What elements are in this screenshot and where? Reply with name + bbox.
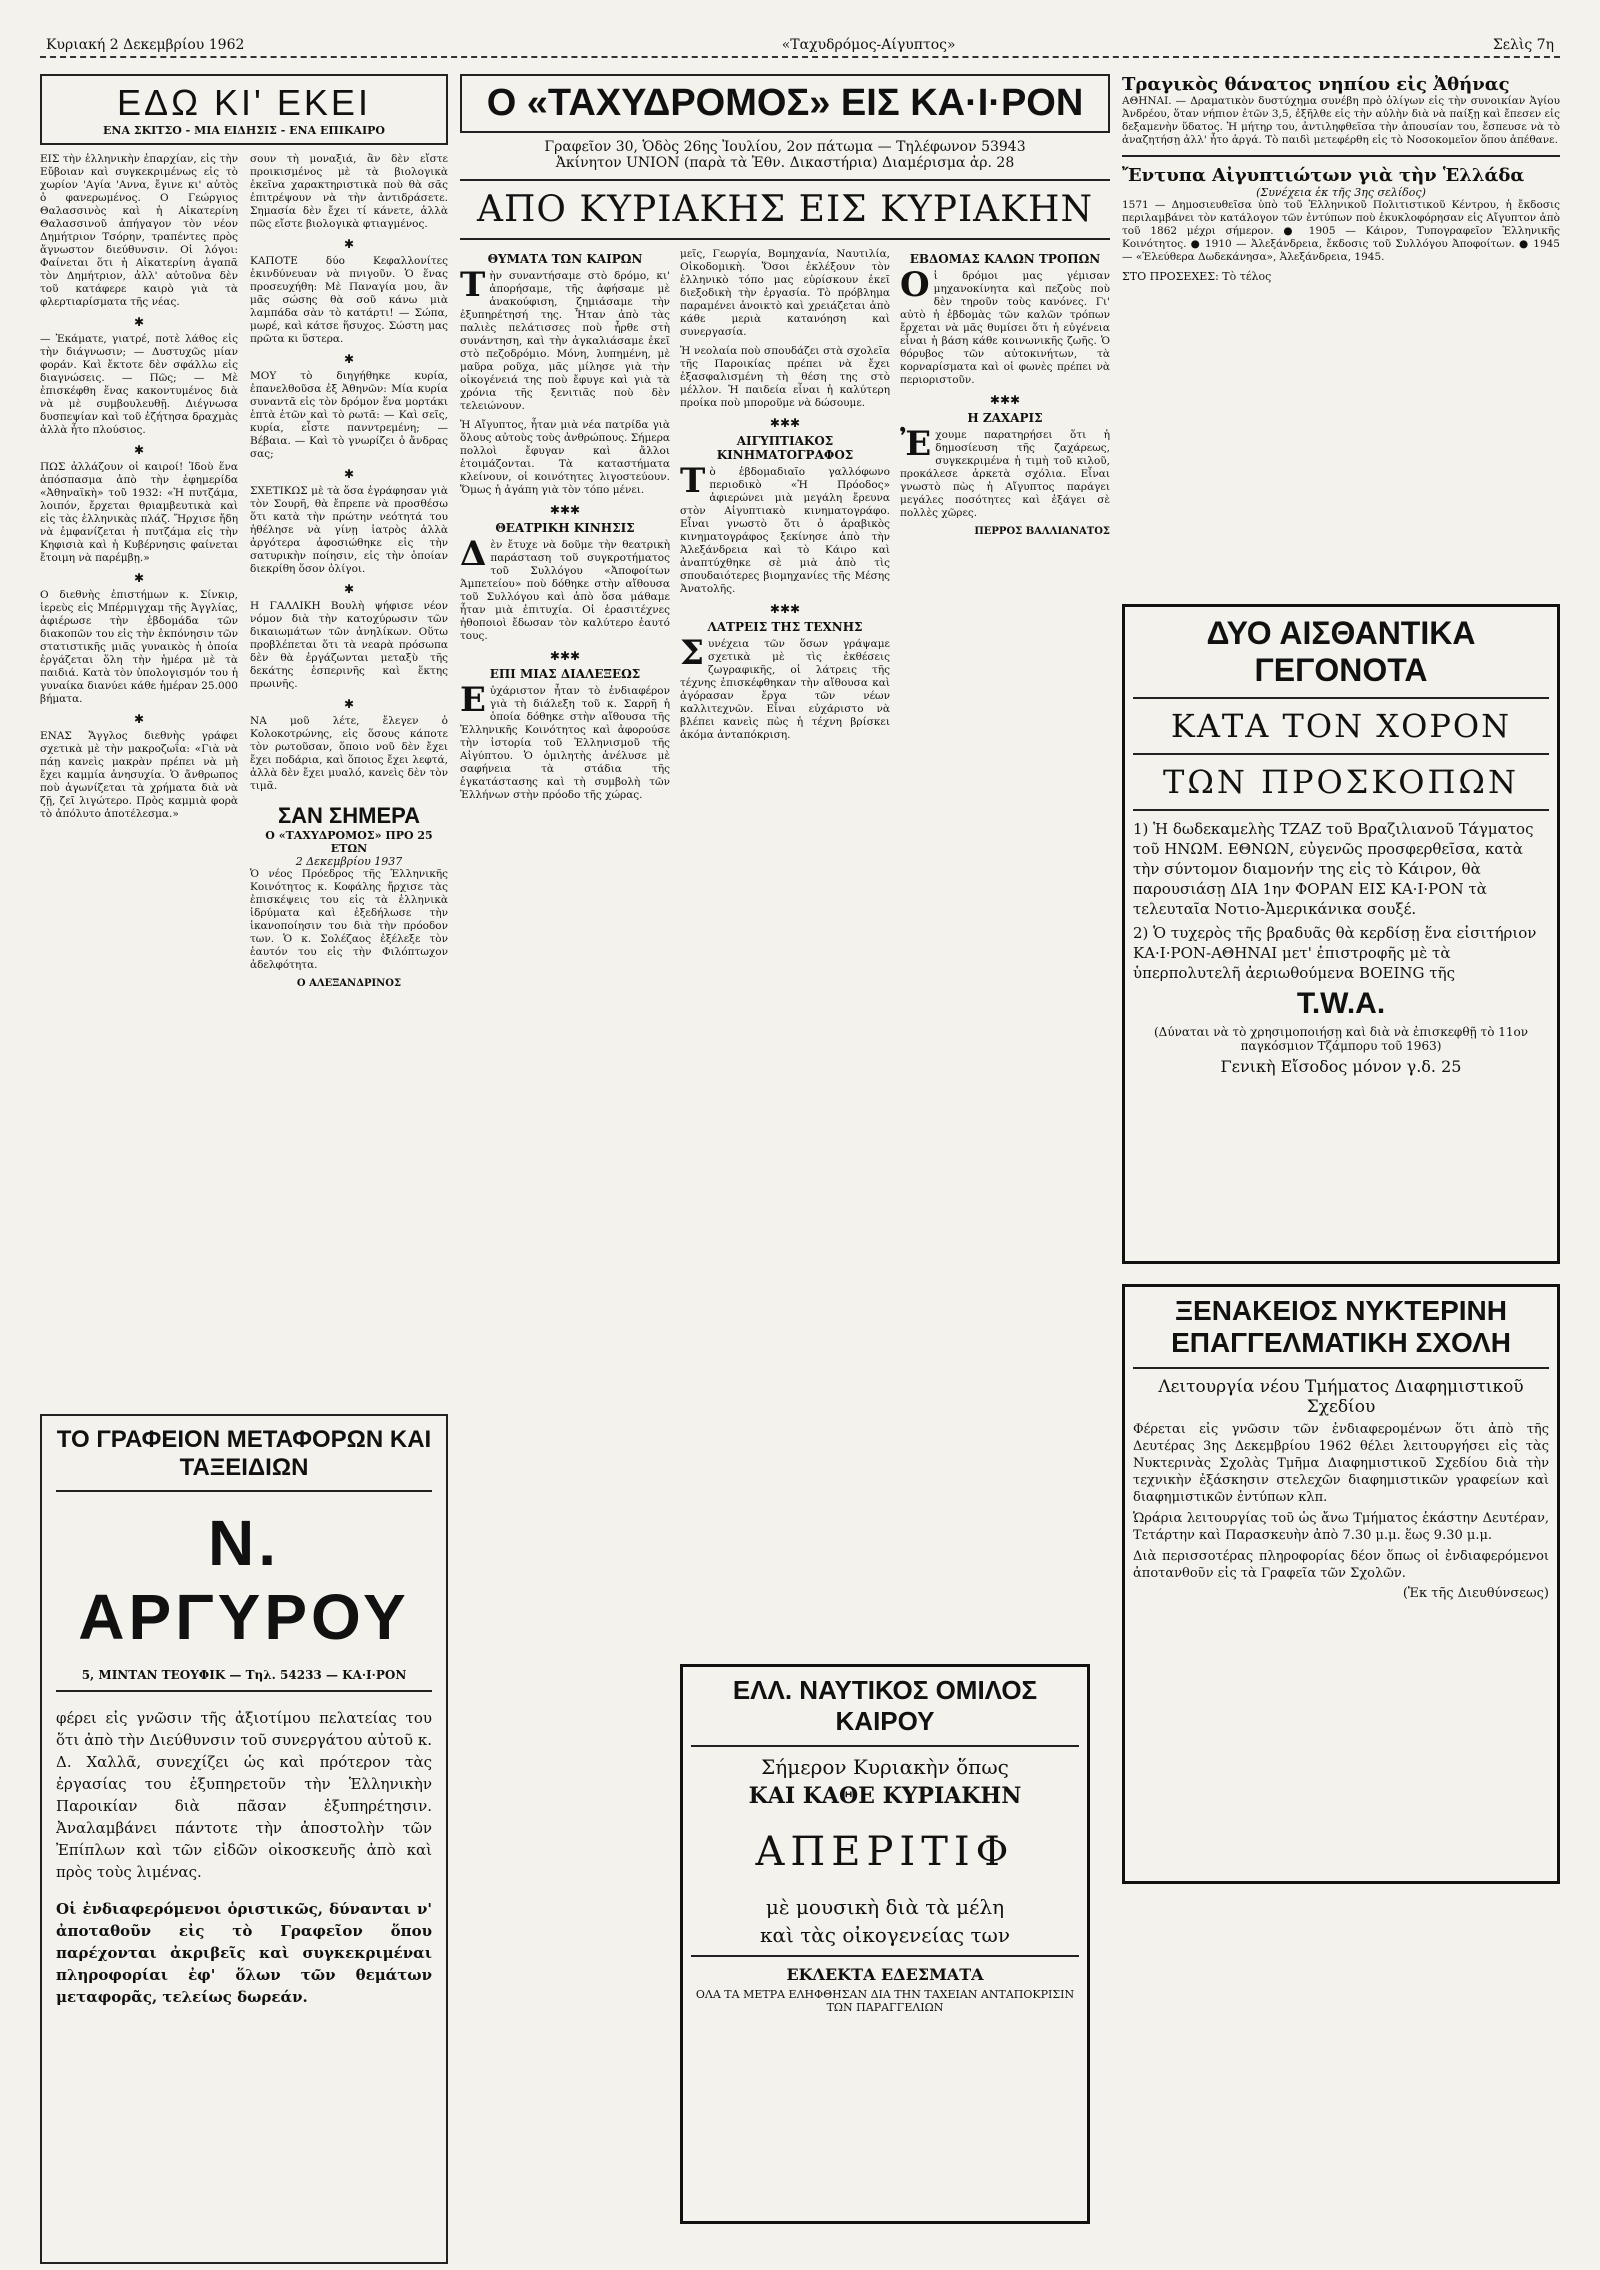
- story-lady: ΜΟΥ τὸ διηγήθηκε κυρία, ἐπανελθοῦσα ἐξ Ἀθηνῶν: Μία κυρία συναντᾶ εἰς τὸν δρόμον ἕνα μορτάκι ἑπτὰ ἐτῶν καὶ τὸ ρωτᾶ: — Καὶ σεῖς, κυρία, εἶστε πανντρεμένη; — Βέβαια. — Καὶ τὸ γνωρίζει ὁ ἄνδρας σας;: [250, 370, 448, 460]
- ad-divider: [1133, 809, 1549, 811]
- banner-title: Ο «ΤΑΧΥΔΡΟΜΟΣ» ΕΙΣ ΚΑ·Ι·ΡΟΝ: [486, 82, 1084, 124]
- scouts-ad-title: ΔΥΟ ΑΙΣΘΑΝΤΙΚΑ ΓΕΓΟΝΟΤΑ: [1206, 615, 1476, 688]
- separator-icon: ✱: [133, 443, 145, 457]
- article-text: Τὴν συναντήσαμε στὸ δρόμο, κι' ἀπορήσαμε, τῆς ἀφήσαμε μὲ ἀνακούφιση, ζημιάσαμε τὴν ἐξυπηρέτησή της. Ἦταν ἀπὸ τὰς παλιὲς πελάτισσες ποὺ ἦρθε στὴ συνάντηση, καὶ τὴν ἀγκαλιάσαμε ἐκεῖ στὸ πεζοδρόμιο. Μόνη, λυπημένη, μὲ μαῦρα ροῦχα, μᾶς μίλησε γιὰ τὴν οἰκογένειά της ποὺ ἔφυγε καὶ γιὰ τὰ χρόνια τῆς ξενιτιᾶς ποὺ δὲν τελειώνουν.: [460, 265, 670, 412]
- ad-divider: [56, 1690, 432, 1692]
- today-subtitle: Ο «ΤΑΧΥΔΡΟΜΟΣ» ΠΡΟ 25 ΕΤΩΝ: [265, 829, 433, 855]
- argyrou-ad-text2: Οἱ ἐνδιαφερόμενοι ὁριστικῶς, δύνανται ν' ἀποταθοῦν εἰς τὸ Γραφεῖον ὅπου παρέχονται ἀκριβεῖς καὶ συγκεκριμέναι πληροφορίαι ἐφ' ὅλων τῶν θεμάτων μεταφορᾶς, τελείως δωρεάν.: [56, 1900, 432, 2006]
- article-heading: ΛΑΤΡΕΙΣ ΤΗΣ ΤΕΧΝΗΣ: [707, 620, 863, 634]
- separator-icon: ✱: [343, 467, 355, 481]
- center-subcolumn-c: [900, 248, 1110, 808]
- ad-divider: [691, 1745, 1079, 1747]
- prints-continuation: (Συνέχεια ἐκ τῆς 3ης σελίδος): [1256, 186, 1426, 199]
- argyrou-ad-name: Ν. ΑΡΓΥΡΟΥ: [78, 1507, 410, 1653]
- separator-icon: ✱: [133, 315, 145, 329]
- argyrou-ad-address: 5, ΜΙΝΤΑΝ ΤΕΟΥΦΙΚ — Τηλ. 54233 — ΚΑ·Ι·ΡΟΝ: [81, 1668, 407, 1682]
- right-column: [1122, 74, 1560, 2264]
- center-subcolumns: [460, 248, 1110, 808]
- prints-story: 1571 — Δημοσιευθεῖσα ὑπὸ τοῦ Ἑλληνικοῦ Πολιτιστικοῦ Κέντρου, ἡ ἔκδοσις περιλαμβάνει τὸν κατάλογον τῶν ἐντύπων ποὺ ἐκυκλοφόρησαν εἰς Αἴγυπτον ἀπὸ τοῦ 1862 μέχρι σήμερον. ● 1905 — Κάιρον, Τυπογραφεῖον Ἑλληνικῆς Κοινότητος. ● 1910 — Ἀλεξάνδρεια, ἔκδοσις τοῦ Συλλόγου Ἀποφοίτων. ● 1945 — «Ἐλεύθερα Δωδεκάνησα», Ἀλεξάνδρεια, 1945.: [1122, 199, 1560, 263]
- office-address-2: Ἀκίνητον UNION (παρὰ τὰ Ἐθν. Δικαστήρια) Διαμέρισμα ἀρ. 28: [555, 155, 1015, 171]
- article-text: Συνέχεια τῶν ὅσων γράψαμε σχετικὰ μὲ τὶς ἐκθέσεις ζωγραφικῆς, οἱ λάτρεις τῆς τέχνης ἐπισκέφθηκαν τὴν αἴθουσα καὶ ἀγόρασαν ἔργα τῶν νέων καλλιτεχνῶν. Εἶναι εὐχάριστο νὰ βλέπει κανεὶς πὼς ἡ τέχνη βρίσκει ἀκόμα ἀνταπόκριση.: [680, 633, 890, 741]
- naval-ad-line5: καὶ τὰς οἰκογενείας των: [759, 1923, 1011, 1947]
- story-statistics: Ο διεθνὴς ἐπιστήμων κ. Σίνκιρ, ἱερεὺς εἰς Μπέρμιγχαμ τῆς Ἀγγλίας, ἀφιέρωσε τὴν ἑβδομάδα τῶν διακοπῶν του εἰς τὴν ἐκπόνησιν τῶν στατιστικῆς μιᾶς γυναικὸς ἡ ὁποία ἐργάζεται ὅλη τὴν ἡμέρα μὲ τὰ παιδιά. Κατὰ τὸν ὑπολογισμόν του ἡ γυναίκα διανύει κάθε ἡμέραν 25.000 βήματα.: [40, 589, 238, 705]
- section-divider: [460, 179, 1110, 181]
- ad-divider: [1133, 1367, 1549, 1369]
- school-ad-sign: (Ἐκ τῆς Διευθύνσεως): [1402, 1586, 1549, 1601]
- article-heading: ΕΒΔΟΜΑΣ ΚΑΛΩΝ ΤΡΟΠΩΝ: [909, 252, 1101, 266]
- article-text: Ἐχουμε παρατηρήσει ὅτι ἡ δημοσίευση τῆς ζαχάρεως, συγκεκριμένα ἡ τιμὴ τοῦ κιλοῦ, προκάλεσε ἀρκετὰ σχόλια. Εἶναι γνωστὸ πὼς ἡ Αἴγυπτος παράγει μεγάλες ποσότητες καὶ ἐξάγει σὲ πολλὲς χῶρες.: [900, 424, 1110, 519]
- ad-divider: [56, 1490, 432, 1492]
- scouts-ad-item2: 2) Ὁ τυχερὸς τῆς βραδυᾶς θὰ κερδίσῃ ἕνα εἰσιτήριον ΚΑ·Ι·ΡΟΝ-ΑΘΗΝΑΙ μετ' ἐπιστροφῆς μὲ τὰ ὑπερπολυτελῆ ἀεριωθούμενα BOEING τῆς: [1133, 924, 1537, 982]
- separator-icon: ✱: [343, 237, 355, 251]
- ad-divider: [1133, 753, 1549, 755]
- naval-ad-line4: μὲ μουσικὴ διὰ τὰ μέλη: [765, 1895, 1005, 1919]
- naval-ad-line6: ΕΚΛΕΚΤΑ ΕΔΕΣΜΑΤΑ: [786, 1965, 984, 1984]
- today-text: Ὁ νέος Πρόεδρος τῆς Ἑλληνικῆς Κοινότητος κ. Κοφάλης ἤρχισε τὰς ἐπισκέψεις του εἰς τὰ ἑλληνικὰ ἱδρύματα καὶ ἐξεδήλωσε τὴν ἱκανοποίησιν του διὰ τὴν πρόοδον των. Ὁ κ. Σολέζαος ἐξέλεξε τὸν ἑαυτόν του εἰς τὴν Φιλόπτωχον ἀδελφότητα.: [250, 868, 448, 971]
- left-column: [40, 74, 448, 1404]
- left-subcolumns: [40, 153, 448, 989]
- story-pyjama: ΠΩΣ ἀλλάζουν οἱ καιροί! Ἰδοὺ ἕνα ἀπόσπασμα ἀπὸ τὴν ἐφημερίδα «Ἀθηναϊκὴ» τοῦ 1932: «Ἡ πυτζάμα, λοιπόν, ἔρχεται θριαμβευτικὰ καὶ εἰς τὰς ἑλληνικὰς πλάζ. Ἤρχισε ἤδη νὰ ἐμφανίζεται ἡ πυτζάμα εἰς τὴν Κηφισιὰ καὶ ἡ Κυβέρνησις φαίνεται ἔτοιμη νὰ παρέμβῃ.»: [40, 461, 238, 564]
- newspaper-page: [40, 34, 1560, 2244]
- story-souris: ΣΧΕΤΙΚΩΣ μὲ τὰ ὅσα ἐγράφησαν γιὰ τὸν Σουρῆ, θὰ ἔπρεπε νὰ προσθέσω ὅτι κατὰ τὴν πρώτην νεότητά του ἠθέλησε νὰ γίνῃ ἰατρὸς ἀλλὰ ἀργότερα ἀφοσιώθηκε εἰς τὴν σατυρικὴν ποίησιν, εἰς τὴν ὁποίαν διεκρίθη ὅσον ὀλίγοι.: [250, 485, 448, 575]
- school-ad-title2: ΕΠΑΓΓΕΛΜΑΤΙΚΗ ΣΧΟΛΗ: [1171, 1327, 1511, 1358]
- separator-icon: ✱: [343, 697, 355, 711]
- section-divider: [1122, 155, 1560, 157]
- section-title: ΑΠΟ ΚΥΡΙΑΚΗΣ ΕΙΣ ΚΥΡΙΑΚΗΝ: [477, 189, 1093, 230]
- scouts-dance-ad: [1122, 604, 1560, 1264]
- center-subcolumn-b: [680, 248, 890, 808]
- article-heading: ΘΥΜΑΤΑ ΤΩΝ ΚΑΙΡΩΝ: [487, 252, 643, 266]
- naval-ad-line3: ΑΠΕΡΙΤΙΦ: [755, 1829, 1015, 1875]
- today-date: 2 Δεκεμβρίου 1937: [295, 855, 403, 868]
- separator-icon: ✱✱✱: [769, 416, 801, 430]
- athens-story: ΑΘΗΝΑΙ. — Δραματικὸν δυστύχημα συνέβη πρὸ ὀλίγων εἰς τὴν συνοικίαν Ἀγίου Ἀνδρέου, ὅταν νήπιον ἐτῶν 3,5, ἐξῆλθε εἰς τὴν αὐλὴν διὰ νὰ παίξῃ καὶ ἔπεσεν εἰς δεξαμενὴν ὕδατος. Ἡ μήτηρ του, ἀντιληφθεῖσα τὴν ἀπουσίαν του, ἔσπευσε νὰ τὸ ἀναζητήσῃ ἀλλ' ἦτο ἀργά. Τὸ παιδὶ μετεφέρθη εἰς τὸ Νοσοκομεῖον ὅπου ἀπέθανε.: [1122, 95, 1560, 146]
- prints-headline: Ἔντυπα Αἰγυπτιώτων γιὰ τὴν Ἑλλάδα: [1122, 165, 1525, 186]
- separator-icon: ✱✱✱: [769, 602, 801, 616]
- article-text: Δὲν ἔτυχε νὰ δοῦμε τὴν θεατρικὴ παράσταση τοῦ συγκροτήματος τοῦ Συλλόγου «Ἀποφοίτων Ἀμπετείου» ποὺ δόθηκε στὴν αἴθουσα τοῦ Συλλόγου καὶ ἀπὸ ὅσα μάθαμε ἦταν μιὰ ἐπιτυχία. Οἱ ἐρασιτέχνες ἠθοποιοὶ ἔδωσαν τὸν καλύτερο ἑαυτό τους.: [460, 534, 670, 642]
- article-heading: ΑΙΓΥΠΤΙΑΚΟΣ ΚΙΝΗΜΑΤΟΓΡΑΦΟΣ: [716, 434, 854, 462]
- column-subtitle: ΕΝΑ ΣΚΙΤΣΟ - ΜΙΑ ΕΙΔΗΣΙΣ - ΕΝΑ ΕΠΙΚΑΙΡΟ: [103, 124, 385, 137]
- separator-icon: ✱✱✱: [549, 503, 581, 517]
- article-text: Οἱ δρόμοι μας γέμισαν μηχανοκίνητα καὶ πεζοὺς ποὺ δὲν τηροῦν τοὺς κανόνες. Γι' αὐτὸ ἡ ἑβδομὰς τῶν καλῶν τρόπων ἔρχεται νὰ μᾶς θυμίσει ὅτι ἡ εὐγένεια εἶναι ἡ βάση κάθε κοινωνικῆς ζωῆς. Ὁ θόρυβος τῶν αὐτοκινήτων, τὰ κορναρίσματα καὶ οἱ φωνὲς πρέπει νὰ περιοριστοῦν.: [900, 265, 1110, 386]
- column-title: ΕΔΩ ΚΙ' ΕΚΕΙ: [117, 82, 371, 123]
- naval-ad-line1: Σήμερον Κυριακὴν ὅπως: [761, 1755, 1009, 1779]
- scouts-ad-item1: 1) Ἡ δωδεκαμελὴς ΤΖΑΖ τοῦ Βραζιλιανοῦ Τάγματος τοῦ ΗΝΩΜ. ΕΘΝΩΝ, εὐγενῶς προσφερθεῖσα, κατὰ τὴν σύντομον διαμονήν της εἰς τὸ Κάιρον, θὰ παρουσιάσῃ ΔΙΑ 1ην ΦΟΡΑΝ ΕΙΣ ΚΑ·Ι·ΡΟΝ τὰ τελευταῖα Νοτιο-Ἀμερικάνικα σουξέ.: [1133, 820, 1534, 918]
- scouts-ad-entry: Γενικὴ Εἴσοδος μόνον γ.δ. 25: [1220, 1057, 1462, 1076]
- separator-icon: ✱: [133, 571, 145, 585]
- story-doctor: — Ἐκάματε, γιατρέ, ποτὲ λάθος εἰς τὴν διάγνωσιν; — Δυστυχῶς μίαν φοράν. Καὶ ἔκτοτε δὲν σφάλλω εἰς διαγνώσεις. — Πῶς; — Μὲ ἐπισκέφθη ἕνας κακοντυμένος διὰ νὰ μὲ συμβουλευθῇ. Διέγνωσα δυσπεψίαν καὶ τοῦ ἐζήτησα δραχμὰς ἀλλὰ ἦτο πλούσιος.: [40, 333, 238, 436]
- naval-club-ad: [680, 1664, 1090, 2224]
- article-text: Εὐχάριστον ἦταν τὸ ἐνδιαφέρον γιὰ τὴ διάλεξη τοῦ κ. Σαρρῆ ἡ ὁποία δόθηκε στὴν αἴθουσα τῆς Ἑλληνικῆς Κοινότητος καὶ ἀφορούσε τὴν ἱστορία τοῦ Ἑλληνισμοῦ τῆς Αἰγύπτου. Ὁ ὁμιλητὴς ἀνέλυσε μὲ σαφήνεια τὰ στάδια τῆς ἐγκατάστασης καὶ τὴ συμβολὴ τῶν Ἑλλήνων στὴν πρόοδο τῆς χώρας.: [460, 680, 670, 801]
- page-header: [40, 34, 1560, 58]
- separator-icon: ✱✱✱: [989, 393, 1021, 407]
- argyrou-ad-text1: φέρει εἰς γνῶσιν τῆς ἀξιοτίμου πελατείας του ὅτι ἀπὸ τὴν Διεύθυνσιν τοῦ συνεργάτου αὐτοῦ κ. Δ. Χαλλᾶ, συνεχίζει ὡς καὶ πρότερον τὰς ἐργασίας του ἐξυπηρετοῦν τὴν Ἑλληνικὴν Παροικίαν διὰ πᾶσαν ἐξυπηρέτησιν. Ἀναλαμβάνει πάντοτε τὴν ἀποστολὴν τῶν Ἐπίπλων καὶ τῶν εἰδῶν οἰκοσκευῆς ἀπὸ καὶ πρὸς τοὺς λιμένας.: [56, 1709, 432, 1881]
- school-ad-text: Φέρεται εἰς γνῶσιν τῶν ἐνδιαφερομένων ὅτι ἀπὸ τῆς Δευτέρας 3ης Δεκεμβρίου 1962 θέλει λειτουργήσει εἰς τὰς Νυκτερινὰς Σχολὰς Τμῆμα Διαφημιστικοῦ Σχεδίου διὰ τὴν τεχνικὴν ἐξάσκησιν στελεχῶν διαφημιστικῶν γραφείων καὶ διαφημιστικῶν ἐντύπων κλπ.: [1133, 1422, 1549, 1505]
- center-subcolumn-a: [460, 248, 670, 808]
- school-ad-info: Διὰ περισσοτέρας πληροφορίας δέον ὅπως οἱ ἐνδιαφερόμενοι ἀποτανθοῦν εἰς τὰ Γραφεῖα τῶν Σχολῶν.: [1133, 1549, 1549, 1581]
- argyrou-ad: [40, 1414, 448, 2264]
- school-ad-title1: ΞΕΝΑΚΕΙΟΣ ΝΥΚΤΕΡΙΝΗ: [1175, 1295, 1507, 1326]
- article-text: Ἡ νεολαία ποὺ σπουδάζει στὰ σχολεῖα τῆς Παροικίας πρέπει νὰ ἔχει ἐξασφαλισμένη τὴ θέση της στὸ μέλλον. Ἡ παιδεία εἶναι ἡ καλύτερη προίκα ποὺ μποροῦμε νὰ δώσουμε.: [680, 345, 890, 409]
- left-subcolumn-b: [250, 153, 448, 989]
- scouts-ad-sub2: ΤΩΝ ΠΡΟΣΚΟΠΩΝ: [1163, 763, 1519, 801]
- ad-divider: [1133, 697, 1549, 699]
- today-title: ΣΑΝ ΣΗΜΕΡΑ: [277, 803, 421, 828]
- article-heading: ΕΠΙ ΜΙΑΣ ΔΙΑΛΕΞΕΩΣ: [489, 667, 641, 681]
- header-date: Κυριακή 2 Δεκεμβρίου 1962: [40, 37, 250, 53]
- naval-ad-line7: ΟΛΑ ΤΑ ΜΕΤΡΑ ΕΛΗΦΘΗΣΑΝ ΔΙΑ ΤΗΝ ΤΑΧΕΙΑΝ ΑΝΤΑΠΟΚΡΙΣΙΝ ΤΩΝ ΠΑΡΑΓΓΕΛΙΩΝ: [695, 1988, 1075, 2014]
- story-longevity: ΕΝΑΣ Ἄγγλος διεθνὴς γράφει σχετικὰ μὲ τὴν μακροζωΐα: «Γιὰ νὰ πάῃ κανεὶς μακρὰν πρέπει νὰ μὴ ἔχει καμμία ἀνησυχία. Ὁ ἄνθρωπος ποὺ ἀγωνίζεται τὰ χρήματα διὰ νὰ ζῇ, ζεῖ λιγώτερο. Πρὸς καμμιὰ φορὰ τὸ ἀπόλυτο ἀποτέλεσμα.»: [40, 730, 238, 820]
- article-signature: ΠΕΡΡΟΣ ΒΑΛΛΙΑΝΑΤΟΣ: [974, 526, 1110, 537]
- edo-ki-ekei-box: [40, 74, 448, 145]
- argyrou-ad-line1: ΤΟ ΓΡΑΦΕΙΟΝ ΜΕΤΑΦΟΡΩΝ ΚΑΙ ΤΑΞΕΙΔΙΩΝ: [56, 1426, 432, 1481]
- cairo-office-banner: [460, 74, 1110, 133]
- left-subcolumn-a: [40, 153, 238, 989]
- story-kolokotronis: ΝΑ μοῦ λέτε, ἔλεγεν ὁ Κολοκοτρώνης, εἰς ὅσους κάποτε τὸν ρωτοῦσαν, ὅποιο νοῦ δὲν ἔχει ἔχει ποδάρια, καὶ ὅποιος ἔχει λεφτά, ἀλλὰ δὲν ἔχει μυαλό, κανεὶς δὲν τὸν τιμᾶ.: [250, 715, 448, 792]
- separator-icon: ✱: [343, 352, 355, 366]
- center-column: [460, 74, 1110, 2264]
- scouts-ad-twa: T.W.A.: [1296, 987, 1386, 1020]
- header-paper-name: «Ταχυδρόμος-Αίγυπτος»: [776, 37, 962, 53]
- today-signature: Ο ΑΛΕΞΑΝΔΡΙΝΟΣ: [296, 978, 402, 989]
- ad-divider: [691, 1955, 1079, 1957]
- article-heading: Η ΖΑΧΑΡΙΣ: [967, 411, 1043, 425]
- section-divider: [460, 238, 1110, 240]
- prints-next: ΣΤΟ ΠΡΟΣΕΧΕΣ: Τὸ τέλος: [1122, 270, 1272, 283]
- scouts-ad-sub1: ΚΑΤΑ ΤΟΝ ΧΟΡΟΝ: [1170, 707, 1512, 745]
- story-french-law: Η ΓΑΛΛΙΚΗ Βουλὴ ψήφισε νέον νόμον διὰ τὴν κατοχύρωσιν τῶν δικαιωμάτων τῶν ἀνηλίκων. Οὕτω προβλέπεται ὅτι τὰ νεαρὰ πρόσωπα δὲν θὰ ἐργάζωνται μεταξὺ τῆς δεκάτης ἑσπερινῆς καὶ ἕκτης πρωινῆς.: [250, 600, 448, 690]
- story-kefalonia: ΚΑΠΟΤΕ δύο Κεφαλλονίτες ἐκινδύνευαν νὰ πνιγοῦν. Ὁ ἕνας προσευχήθη: Μὲ Παναγία μου, ἂν μᾶς σώσης θὰ σοῦ κάνω μιὰ λαμπάδα σὰν τὸ κατάρτι! — Σώπα, μωρέ, καὶ κάτσε ἥσυχος. Σώστη μας πρῶτα κι ὕστερα.: [250, 255, 448, 345]
- separator-icon: ✱✱✱: [549, 649, 581, 663]
- naval-ad-line2: ΚΑΙ ΚΑΘΕ ΚΥΡΙΑΚΗΝ: [748, 1783, 1022, 1809]
- separator-icon: ✱: [343, 582, 355, 596]
- story-evia: ΕΙΣ τὴν ἑλληνικὴν ἐπαρχίαν, εἰς τὴν Εὔβοιαν καὶ συγκεκριμένως εἰς τὸ χωρίον 'Αγία 'Αννα, ἔγινε κι' αὐτὸς ὁ φανερωμένος. Ο Γεώργιος Θαλασσινὸς καὶ ἡ Αἰκατερίνη Θαλασσινοῦ ἀπήγαγον τὸν νέον Δημήτριον Τσόρην, τραπέντες πρὸς ἄγνωστον διεύθυνσιν. Οἱ λόγοι: Φαίνεται ὅτι ἡ Αἰκατερίνη ἀγαπᾶ τὸν Δημήτριον, ἀλλ' αὐτοῦνα δὲν τοῦ κατάφερε καιρὸ γιὰ τὰ φλερτιαρίσματα τῆς νέας.: [40, 153, 238, 308]
- article-text: μεῖς, Γεωργία, Βομηχανία, Ναυτιλία, Οἰκοδομικὴ. Ὅσοι ἐκλέξουν τὸν ἑλληνικὸ τόπο μας εὑρίσκουν ἐκεῖ διεξοδικὴ τὴν ἐργασία. Τὸ πρόβλημα παραμένει ἀνοικτὸ καὶ χρειάζεται ἀπὸ κάθε μεριὰ κατανόηση καὶ συνεργασία.: [680, 248, 890, 338]
- header-page-number: Σελὶς 7η: [1487, 37, 1560, 53]
- naval-ad-title: ΕΛΛ. ΝΑΥΤΙΚΟΣ ΟΜΙΛΟΣ ΚΑΙΡΟΥ: [732, 1675, 1038, 1736]
- article-text: Τὸ ἑβδομαδιαῖο γαλλόφωνο περιοδικὸ «Ἡ Πρόοδος» ἀφιερώνει μιὰ μεγάλη ἔρευνα στὸν Αἰγυπτιακὸ κινηματογράφο. Εἶναι γνωστὸ ὅτι ὁ ἀραβικὸς κινηματογράφος ξεκίνησε ἀπὸ τὴν Ἀλεξάνδρεια καὶ τὸ Κάιρο καὶ ἀναπτύχθηκε σὲ μιὰ ἀπὸ τὶς σπουδαιότερες βιομηχανίες τῆς Μέσης Ἀνατολῆς.: [680, 461, 890, 595]
- story-biology: σουν τὴ μοναξιά, ἂν δὲν εἴστε προικισμένος μὲ τὰ βιολογικὰ ἐκεῖνα χαρακτηριστικὰ ποὺ θὰ σᾶς ἐπιτρέψουν νὰ τὴν ἀντιδράσετε. Σημασία δὲν ἔχει τί κάνετε, ἀλλὰ πῶς εἴστε βιολογικὰ φτιαγμένος.: [250, 153, 448, 230]
- article-text: Ἡ Αἴγυπτος, ἦταν μιὰ νέα πατρίδα γιὰ ὅλους αὐτοὺς τοὺς ἀνθρώπους. Σήμερα πολλοὶ ἔφυγαν καὶ ἄλλοι ἑτοιμάζονται. Τὰ καταστήματα κλείνουν, οἱ κοινότητες λιγοστεύουν. Ὅμως ἡ ἀγάπη γιὰ τὸν τόπο μένει.: [460, 419, 670, 496]
- athens-headline: Τραγικὸς θάνατος νηπίου εἰς Ἀθήνας: [1122, 74, 1510, 95]
- article-heading: ΘΕΑΤΡΙΚΗ ΚΙΝΗΣΙΣ: [495, 521, 635, 535]
- school-ad-hours: Ὡράρια λειτουργίας τοῦ ὡς ἄνω Τμήματος ἑκάστην Δευτέραν, Τετάρτην καὶ Παρασκευὴν ἀπὸ 7.30 μ.μ. ἕως 9.30 μ.μ.: [1133, 1511, 1549, 1543]
- xenakeios-school-ad: [1122, 1284, 1560, 1884]
- office-address-1: Γραφεῖον 30, Ὁδὸς 26ης Ἰουλίου, 2ον πάτωμα — Τηλέφωνον 53943: [544, 139, 1026, 155]
- separator-icon: ✱: [133, 712, 145, 726]
- scouts-ad-note: (Δύναται νὰ τὸ χρησιμοποιήσῃ καὶ διὰ νὰ ἐπισκεφθῇ τὸ 11ον παγκόσμιον Τζάμπορυ τοῦ 1963): [1153, 1025, 1529, 1053]
- school-ad-sub: Λειτουργία νέου Τμήματος Διαφημιστικοῦ Σχεδίου: [1158, 1377, 1524, 1417]
